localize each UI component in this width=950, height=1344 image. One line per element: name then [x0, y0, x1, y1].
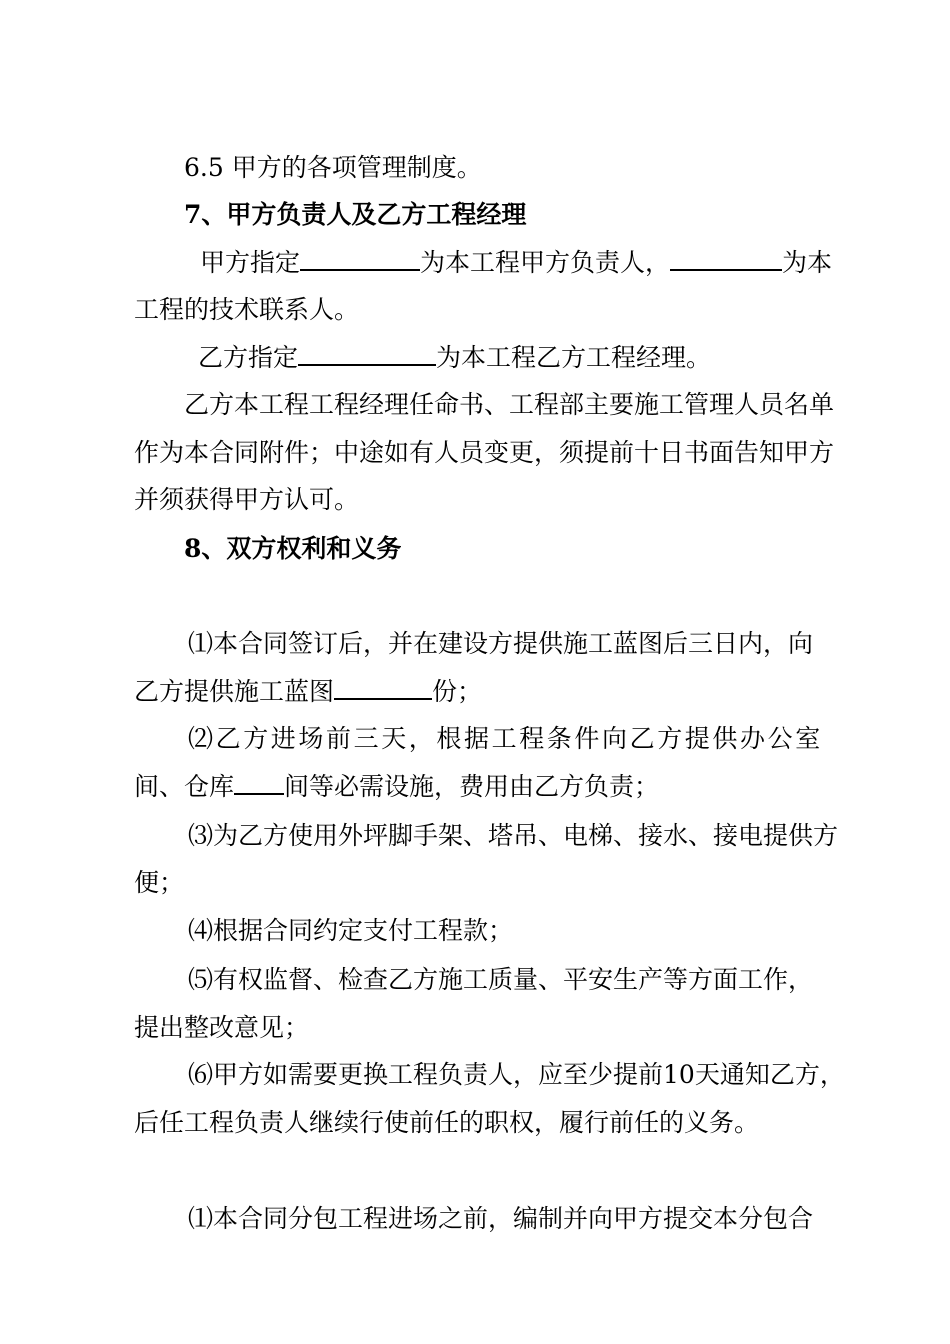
fill-blank[interactable] [298, 342, 436, 366]
fill-blank[interactable] [234, 771, 284, 795]
fill-blank[interactable] [300, 247, 420, 271]
fill-blank[interactable] [670, 247, 782, 271]
fill-blank[interactable] [334, 676, 432, 700]
